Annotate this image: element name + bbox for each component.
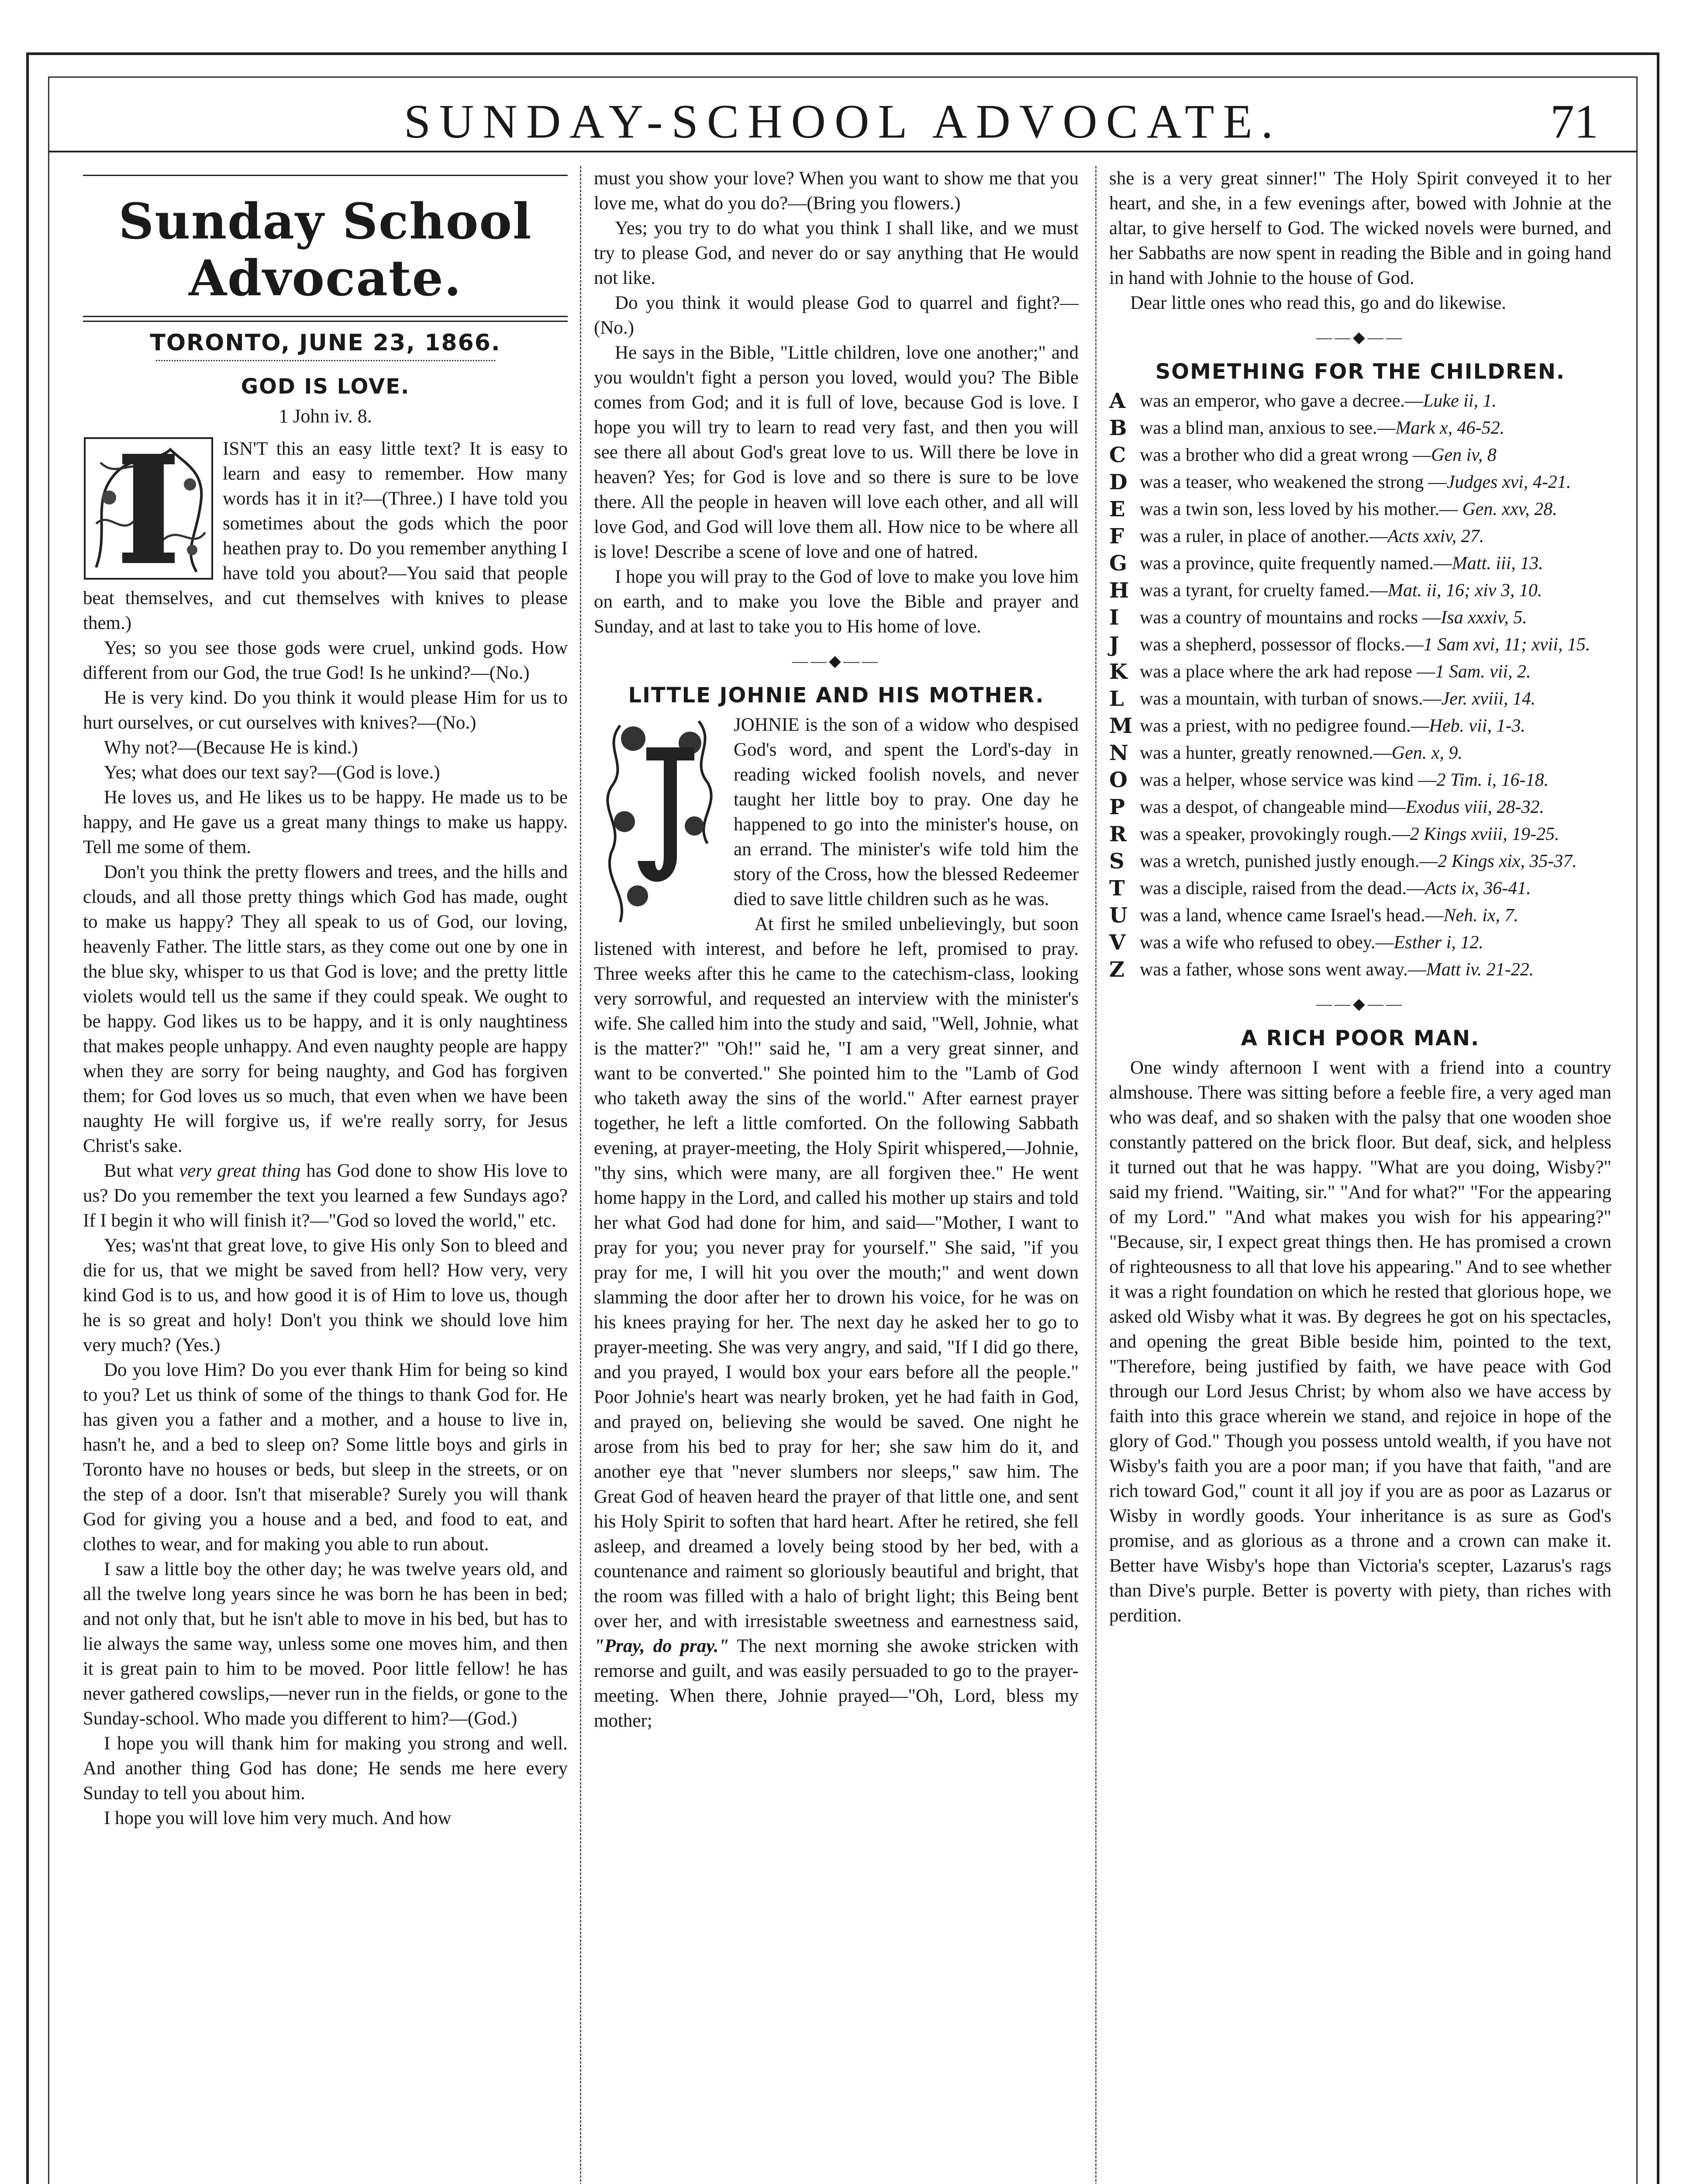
section-ornament: ——◆—— [1316,328,1404,346]
riddle-item [1109,497,1611,522]
text-run: The next morning she awoke stricken with remorse and guilt, and was easily persuaded to go to the prayer-meeting. When there, Johnie prayed—"Oh, Lord, bless my mother; [594,1636,1079,1731]
riddle-reference: Matt iv. 21-22. [1426,960,1534,980]
riddle-item [1109,605,1611,630]
column-divider-1 [580,166,581,2184]
riddle-clue: was a helper, whose service was kind — [1140,770,1437,790]
riddle-initial: D [1109,470,1128,494]
ornamental-initial-i [83,436,214,581]
column-2 [594,166,1079,1733]
riddle-text [1140,849,1611,874]
column-divider-2 [1095,166,1097,2184]
scripture-reference: 1 John iv. 8. [279,405,372,427]
riddle-initial: R [1109,822,1127,847]
riddle-reference: Heb. vii, 1-3. [1429,716,1525,736]
paragraph: JOHNIE is the son of a widow who despised God's word, and spent the Lord's-day in reading wicked foolish novels, and never taught her little boy to pray. One day he happened to go into the minister's house, on an errand. The minister's wife told him the story of the Cross, how the blessed Redeemer died to save little children such as he was. [734,715,1079,909]
paragraph [83,1158,568,1233]
riddle-reference: 2 Kings xix, 35-37. [1438,851,1577,871]
paragraph: Yes; so you see those gods were cruel, unkind gods. How different from our God, the true God! Is he unkind?—(No.) [83,638,568,683]
riddle-clue: was a speaker, provokingly rough.— [1140,824,1410,844]
riddle-item [1109,660,1611,684]
riddle-reference: Luke ii, 1. [1423,391,1497,411]
riddle-clue: was a disciple, raised from the dead.— [1140,878,1425,898]
riddle-reference: Exodus viii, 28-32. [1405,797,1545,817]
riddle-reference: Gen. x, 9. [1391,743,1462,763]
riddle-initial: Z [1109,957,1125,982]
riddle-reference: Judges xvi, 4-21. [1446,472,1571,492]
article-title-a-rich-poor-man: A RICH POOR MAN. [1241,1026,1480,1051]
article-title-god-is-love: GOD IS LOVE. [241,374,410,399]
riddle-text [1140,551,1611,576]
dateline: TORONTO, JUNE 23, 1866. [150,330,501,356]
riddle-reference: Matt. iii, 13. [1452,553,1543,574]
column-1 [83,166,568,1831]
header-rule [48,151,1638,152]
riddle-clue: was a hunter, greatly renowned.— [1140,743,1392,763]
riddle-text [1140,578,1611,603]
riddle-item [1109,470,1611,494]
paragraph: Why not?—(Because He is kind.) [104,737,358,758]
riddle-item [1109,416,1611,440]
riddle-initial: C [1109,443,1126,467]
riddle-initial: A [1109,389,1126,413]
section-ornament: ——◆—— [792,652,880,670]
riddle-initial: J [1109,632,1119,657]
riddle-clue: was a mountain, with turban of snows.— [1140,689,1442,709]
riddle-item [1109,849,1611,874]
riddle-reference: Esther i, 12. [1393,933,1483,953]
riddle-text [1140,876,1611,901]
riddle-item [1109,687,1611,711]
riddle-clue: was a priest, with no pedigree found.— [1140,716,1429,736]
riddle-text [1140,741,1611,765]
riddle-item [1109,741,1611,765]
riddle-initial: M [1109,714,1133,738]
text-run: At first he smiled unbelievingly, but soon listened with interest, and before he left, promised to pray. Three weeks after this he came to the catechism-class, looking very sorrowful, and requested an interview with the minister's wife. She called him into the study and said, "Well, Johnie, what is the matter?" "Oh!" said he, "I am a very great sinner, and want to be converted." She pointed him to the "Lamb of God who taketh away the sins of the world." After earnest prayer together, he left a little comforted. On the following Sabbath evening, at prayer-meeting, the Holy Spirit whispered,—Johnie, "thy sins, which were many, are all forgiven thee." He went home happy in the Lord, and called his mother up stairs and told her what God had done for him, and said—"Mother, I want to pray for you; you never pray for yourself." She said, "if you pray for me, I will hit you over the mouth;" and went down slamming the door after her to drown his voice, for he was on his knees praying for her. The next day he asked her to go to prayer-meeting. She was very angry, and said, "If I did go there, and you prayed, I would box your ears before all the people." Poor Johnie's heart was nearly broken, yet he had faith in God, and prayed on, believing she would be saved. One night he arose from his bed to pray for her; she saw him do it, and another eye that "never slumbers nor sleeps," saw him. The Great God of heaven heard the prayer of that little one, and sent his Holy Spirit to soften that hard heart. After he retired, she fell asleep, and dreamed a lovely being stood by her bed, with a countenance and raiment so gloriously beautiful and bright, that the room was filled with a halo of bright light; this Being bent over her, and with irresistable sweetness and earnestness said, [594,914,1079,1631]
riddle-initial: H [1109,578,1129,603]
riddle-reference: Gen. xxv, 28. [1462,499,1557,519]
paragraph: I hope you will pray to the God of love to make you love him on earth, and to make you love the Bible and prayer and Sunday, and at last to take you to His home of love. [594,567,1079,637]
riddle-clue: was a despot, of changeable mind— [1140,797,1406,817]
riddle-clue: was a brother who did a great wrong — [1140,445,1431,465]
paragraph: He is very kind. Do you think it would please Him for us to hurt ourselves, or cut ourselves with knives?—(No.) [83,688,568,733]
page-number: 71 [1550,95,1598,148]
riddle-item [1109,389,1611,413]
article-title-something-for-the-children: SOMETHING FOR THE CHILDREN. [1155,359,1566,384]
riddle-reference: Acts ix, 36-41. [1425,878,1531,898]
paragraph: Yes; what does our text say?—(God is love.) [104,762,440,783]
italic-phrase: "Pray, do pray." [594,1636,729,1656]
riddle-clue: was a blind man, anxious to see.— [1140,418,1396,438]
riddle-text [1140,389,1611,413]
riddle-clue: was a teaser, who weakened the strong — [1140,472,1447,492]
riddle-initial: O [1109,768,1128,792]
article-title-little-johnie: LITTLE JOHNIE AND HIS MOTHER. [628,683,1045,708]
paragraph: Do you love Him? Do you ever thank Him for being so kind to you? Let us think of some of the things to thank God for. He has given you a father and a mother, and a house to live in, hasn't he, and a bed to sleep on? Some little boys and girls in Toronto have no houses or beds, but sleep in the streets, or on the step of a door. Isn't that miserable? Surely you will thank God for giving you a house and a bed, and food to eat, and clothes to wear, and for making you able to run about. [83,1360,568,1555]
riddle-clue: was an emperor, who gave a decree.— [1140,391,1424,411]
riddle-text [1140,714,1611,738]
riddle-text [1140,416,1611,440]
riddle-reference: 2 Tim. i, 16-18. [1436,770,1549,790]
riddle-text [1140,497,1611,522]
text-run: has God done to show His love to us? Do you remember the text you learned a few Sundays ago? If I begin it who will finish it?—"God so loved the world," etc. [83,1161,568,1231]
riddle-reference: 1 Sam xvi, 11; xvii, 15. [1423,635,1590,655]
riddle-initial: P [1109,795,1125,819]
column-3 [1109,166,1611,1628]
riddle-text [1140,795,1611,819]
riddle-reference: Mat. ii, 16; xiv 3, 10. [1387,581,1542,601]
paragraph: Yes; you try to do what you think I shall like, and we must try to please God, and never do or say anything that He would not like. [594,218,1079,288]
riddle-item [1109,903,1611,928]
riddle-initial: B [1109,416,1127,440]
riddle-item [1109,578,1611,603]
paragraph: she is a very great sinner!" The Holy Spirit conveyed it to her heart, and she, in a few evenings after, bowed with Johnie at the altar, to give herself to God. The wicked novels were burned, and her Sabbaths are now spent in reading the Bible and in going hand in hand with Johnie to the house of God. [1109,168,1611,288]
ornamental-initial-j [594,712,725,931]
riddle-initial: K [1109,660,1128,684]
riddle-item [1109,930,1611,955]
section-ornament: ——◆—— [1316,995,1404,1013]
riddle-clue: was a wife who refused to obey.— [1140,933,1394,953]
paragraph: must you show your love? When you want to show me that you love me, what do you do?—(Bring you flowers.) [594,168,1079,214]
riddle-reference: Neh. ix, 7. [1443,905,1519,926]
riddle-initial: I [1109,605,1119,630]
riddle-text [1140,903,1611,928]
riddle-item [1109,443,1611,467]
masthead-rule-top [83,175,568,176]
riddle-clue: was a place where the ark had repose — [1140,662,1435,682]
alphabet-riddle-list [1109,389,1611,982]
paragraph: I saw a little boy the other day; he was twelve years old, and all the twelve long years since he was born he has been in bed; and not only that, but he isn't able to move in his bed, but has to lie always the same way, unless some one moves him, and then it is great pain to him to be moved. Poor little fellow! he has never gathered cowslips,—never run in the fields, or gone to the Sunday-school. Who made you different to him?—(God.) [83,1559,568,1729]
riddle-reference: Isa xxxiv, 5. [1441,608,1527,628]
riddle-clue: was a twin son, less loved by his mother.— [1140,499,1462,519]
paragraph: ISN'T this an easy little text? It is easy to learn and easy to remember. How many words has it in it?—(Three.) I have told you sometimes about the gods which the poor heathen pray to. Do you remember anything I have told you about?—You said that people beat themselves, and cut themselves with knives to please them.) [83,439,568,633]
italic-phrase: very great thing [179,1161,301,1181]
paragraph: One windy afternoon I went with a friend into a country almshouse. There was sitting before a feeble fire, a very aged man who was deaf, and so shaken with the palsy that one wooden shoe constantly pattered on the brick floor. But deaf, sick, and helpless it turned out that he was happy. "What are you doing, Wisby?" said my friend. "Waiting, sir." "And for what?" "For the appearing of my Lord." "And what makes you wish for his appearing?" "Because, sir, I expect great things then. He has promised a crown of righteousness to all that love his appearing." And to see whether it was a right foundation on which he rested that glorious hope, we asked old Wisby what it was. By degrees he got on his spectacles, and opening the great Bible beside him, pointed to the text, "Therefore, being justified by faith, we have peace with God through our Lord Jesus Christ; by whom also we have access by faith into this grace wherein we stand, and rejoice in hope of the glory of God." Though you possess untold wealth, if you have not Wisby's faith you are a poor man; if you have that faith, "and are rich toward God," count it all joy if you are as poor as Lazarus or Wisby in wordly goods. Your inheritance is as sure as God's promise, and as glorious as a throne and a crown can make it. Better have Wisby's hope than Victoria's scepter, Lazarus's rags than Dive's purple. Better is poverty with piety, than riches with perdition. [1109,1057,1611,1626]
riddle-item [1109,524,1611,549]
riddle-initial: E [1109,497,1125,522]
paragraph: He loves us, and He likes us to be happy. He made us to be happy, and He gave us a great many things to make us happy. Tell me some of them. [83,787,568,857]
riddle-initial: L [1109,687,1124,711]
riddle-clue: was a shepherd, possessor of flocks.— [1140,635,1424,655]
riddle-initial: T [1109,876,1125,901]
riddle-initial: N [1109,741,1128,765]
riddle-reference: 2 Kings xviii, 19-25. [1410,824,1559,844]
riddle-item [1109,714,1611,738]
riddle-text [1140,470,1611,494]
riddle-item [1109,632,1611,657]
riddle-clue: was a province, quite frequently named.— [1140,553,1452,574]
riddle-text [1140,605,1611,630]
riddle-reference: Gen iv, 8 [1431,445,1497,465]
text-run: But what [104,1161,179,1181]
riddle-initial: F [1109,524,1124,549]
riddle-text [1140,443,1611,467]
riddle-clue: was a wretch, punished justly enough.— [1140,851,1438,871]
riddle-item [1109,795,1611,819]
riddle-item [1109,822,1611,847]
paragraph: I hope you will thank him for making you strong and well. And another thing God has done; He sends me here every Sunday to tell you about him. [83,1733,568,1804]
riddle-text [1140,957,1611,982]
riddle-item [1109,876,1611,901]
riddle-text [1140,687,1611,711]
riddle-reference: Mark x, 46-52. [1395,418,1505,438]
riddle-text [1140,930,1611,955]
paragraph: Do you think it would please God to quarrel and fight?—(No.) [594,293,1079,338]
paragraph: Don't you think the pretty flowers and trees, and the hills and clouds, and all those pretty things which God has made, ought to make us happy? They all speak to us of God, our loving, heavenly Father. The little stars, as they come out one by one in the blue sky, whisper to us that God is love; and the pretty little violets would tell us the same if they could speak. We ought to be happy. God likes us to be happy, and it is only naughtiness that makes people unhappy. And even naughty people are happy when they are sorry for being naughty, and God has forgiven them; for God loves us so much, that even when we have been naughty He will forgive us, if we're really sorry, for Jesus Christ's sake. [83,862,568,1156]
riddle-clue: was a father, whose sons went away.— [1140,960,1426,980]
riddle-item [1109,551,1611,576]
riddle-item [1109,957,1611,982]
running-head [48,85,1638,151]
riddle-clue: was a tyrant, for cruelty famed.— [1140,581,1388,601]
riddle-clue: was a ruler, in place of another.— [1140,526,1388,546]
riddle-reference: Jer. xviii, 14. [1441,689,1536,709]
paragraph: I hope you will love him very much. And how [104,1808,452,1828]
paragraph: He says in the Bible, "Little children, love one another;" and you wouldn't fight a person you loved, would you? The Bible comes from God; and it is full of love, because God is love. I hope you will try to learn to read very fast, and then you will see there all about God's great love to us. Will there be love in heaven? Yes; for God is love and so there is sure to be love there. All the people in heaven will love each other, and all will love God, and God will love them all. How nice to be where all is love! Describe a scene of love and one of hatred. [594,342,1079,562]
riddle-initial: S [1109,849,1124,874]
riddle-initial: G [1109,551,1127,576]
riddle-reference: Acts xxiv, 27. [1387,526,1484,546]
paragraph: Dear little ones who read this, go and do likewise. [1130,293,1506,313]
riddle-text [1140,822,1611,847]
riddle-clue: was a land, whence came Israel's head.— [1140,905,1444,926]
riddle-initial: V [1109,930,1126,955]
riddle-item [1109,768,1611,792]
riddle-reference: 1 Sam. vii, 2. [1435,662,1531,682]
riddle-text [1140,524,1611,549]
riddle-text [1140,632,1611,657]
riddle-clue: was a country of mountains and rocks — [1140,608,1441,628]
masthead: Sunday School Advocate. [118,193,532,307]
riddle-text [1140,768,1611,792]
riddle-text [1140,660,1611,684]
dateline-rule [156,360,495,361]
paragraph [594,912,1079,1733]
riddle-initial: U [1109,903,1128,928]
masthead-rule [83,316,568,322]
paragraph: Yes; was'nt that great love, to give His only Son to bleed and die for us, that we might be saved from hell? How very, very kind God is to us, and how good it is of Him to love us, though he is so great and holy! Don't you think we should love him very much? (Yes.) [83,1235,568,1355]
running-title: SUNDAY-SCHOOL ADVOCATE. [404,95,1282,148]
